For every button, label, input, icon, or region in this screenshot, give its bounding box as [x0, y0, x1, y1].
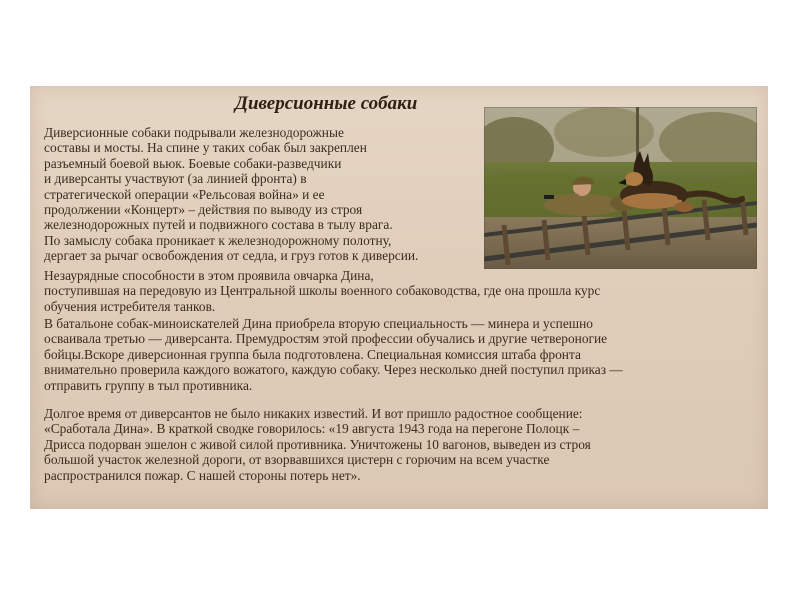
paragraph-line: стратегической операции «Рельсовая война» и ее — [44, 186, 325, 202]
paragraph-line: Дрисса подорван эшелон с живой силой противника. Уничтожены 10 вагонов, выведен из строя — [44, 436, 591, 452]
paragraph-3 — [44, 316, 623, 393]
paragraph-line: дергает за рычаг освобождения от седла, и груз готов к диверсии. — [44, 248, 419, 264]
paragraph-line: поступившая на передовую из Центральной школы военного собаководства, где она прошла курс — [44, 283, 601, 299]
paragraph-2 — [44, 268, 600, 314]
paragraph-1 — [44, 125, 418, 264]
paragraph-line: составы и мосты. На спине у таких собак был закреплен — [44, 140, 367, 156]
paragraph-line: распространился пожар. С нашей стороны потерь нет». — [44, 467, 361, 483]
paragraph-line: В батальоне собак-миноискателей Дина приобрела вторую специальность — минера и успешно — [44, 316, 593, 331]
slide-title: Диверсионные собаки — [235, 93, 418, 114]
soldier-dog-photo — [484, 107, 757, 269]
paragraph-line: «Сработала Дина». В краткой сводке говорилось: «19 августа 1943 года на перегоне Полоцк – — [44, 421, 580, 437]
paragraph-line: Диверсионные собаки подрывали железнодорожные — [44, 125, 344, 140]
photo-icon — [484, 107, 757, 269]
paragraph-line: железнодорожных путей и подвижного состава в тылу врага. — [44, 217, 393, 233]
paragraph-line: большой участок железной дороги, от взорвавшихся цистерн с горючим на всем участке — [44, 452, 550, 468]
paragraph-line: разъемный боевой вьюк. Боевые собаки-разведчики — [44, 155, 342, 171]
paragraph-line: По замыслу собака проникает к железнодорожному полотну, — [44, 232, 392, 248]
paragraph-line: Незаурядные способности в этом проявила овчарка Дина, — [44, 268, 374, 283]
paragraph-line: Долгое время от диверсантов не было никаких известий. И вот пришло радостное сообщение: — [44, 406, 583, 421]
paragraph-line: осваивала третью — диверсанта. Премудростям этой профессии обучались и другие четвероногие — [44, 331, 608, 347]
paragraph-line: внимательно проверила каждого вожатого, каждую собаку. Через несколько дней поступил приказ — — [44, 362, 623, 378]
paragraph-line: бойцы.Вскоре диверсионная группа была подготовлена. Специальная комиссия штаба фронта — [44, 346, 581, 362]
paragraph-line: продолжении «Концерт» – действия по выводу из строя — [44, 202, 363, 218]
paragraph-4 — [44, 406, 591, 483]
slide — [30, 86, 768, 509]
paragraph-line: и диверсанты участвуют (за линией фронта) в — [44, 171, 307, 187]
paragraph-line: обучения истребителя танков. — [44, 298, 216, 314]
paragraph-line: отправить группу в тыл противника. — [44, 377, 253, 393]
